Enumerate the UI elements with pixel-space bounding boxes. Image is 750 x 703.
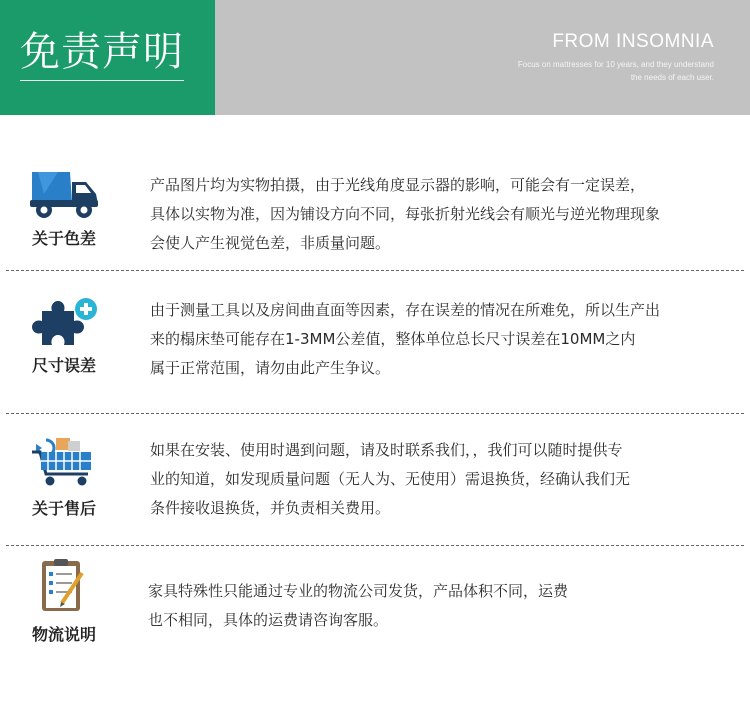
text-line: 由于测量工具以及房间曲直面等因素，存在误差的情况在所难免，所以生产出 — [150, 301, 661, 319]
section-label: 关于色差 — [31, 229, 96, 248]
truck-icon — [28, 170, 102, 222]
clipboard-icon — [28, 559, 102, 611]
page-title: 免责声明 — [20, 29, 184, 75]
section-divider — [6, 413, 744, 414]
text-line: 条件接收退换货，并负责相关费用。 — [150, 499, 391, 517]
section-text — [150, 171, 730, 258]
text-line: 来的榻床垫可能存在1-3MM公差值，整体单位总长尺寸误差在10MM之内 — [150, 330, 636, 348]
section-label: 尺寸误差 — [31, 356, 96, 375]
text-line: 家具特殊性只能通过专业的物流公司发货，产品体积不同，运费 — [148, 582, 569, 600]
brand-tagline-line-2: the needs of each user. — [630, 73, 714, 82]
section-text — [150, 296, 730, 383]
text-line: 属于正常范围，请勿由此产生争议。 — [150, 359, 391, 377]
text-line: 业的知道，如发现质量问题（无人为、无使用）需退换货，经确认我们无 — [150, 470, 631, 488]
section-label: 关于售后 — [31, 499, 96, 518]
text-line: 如果在安装、使用时遇到问题，请及时联系我们，，我们可以随时提供专 — [150, 441, 623, 459]
text-line: 也不相同，具体的运费请咨询客服。 — [148, 611, 389, 629]
section-label: 物流说明 — [31, 625, 96, 644]
section-divider — [6, 545, 744, 546]
shopping-cart-icon — [28, 436, 102, 488]
text-line: 会使人产生视觉色差，非质量问题。 — [150, 234, 391, 252]
brand-tagline-line-1: Focus on mattresses for 10 years, and they understand — [517, 60, 714, 69]
title-underline — [20, 80, 184, 81]
text-line: 具体以实物为准，因为铺设方向不同，每张折射光线会有顺光与逆光物理现象 — [150, 205, 661, 223]
brand-name: FROM INSOMNIA — [552, 31, 714, 52]
text-line: 产品图片均为实物拍摄，由于光线角度显示器的影响，可能会有一定误差， — [150, 176, 646, 194]
section-divider — [6, 270, 744, 271]
brand-tagline — [454, 58, 714, 84]
section-text — [148, 577, 728, 635]
section-text — [150, 436, 730, 523]
page-header — [0, 0, 750, 115]
puzzle-plus-icon — [28, 295, 102, 347]
